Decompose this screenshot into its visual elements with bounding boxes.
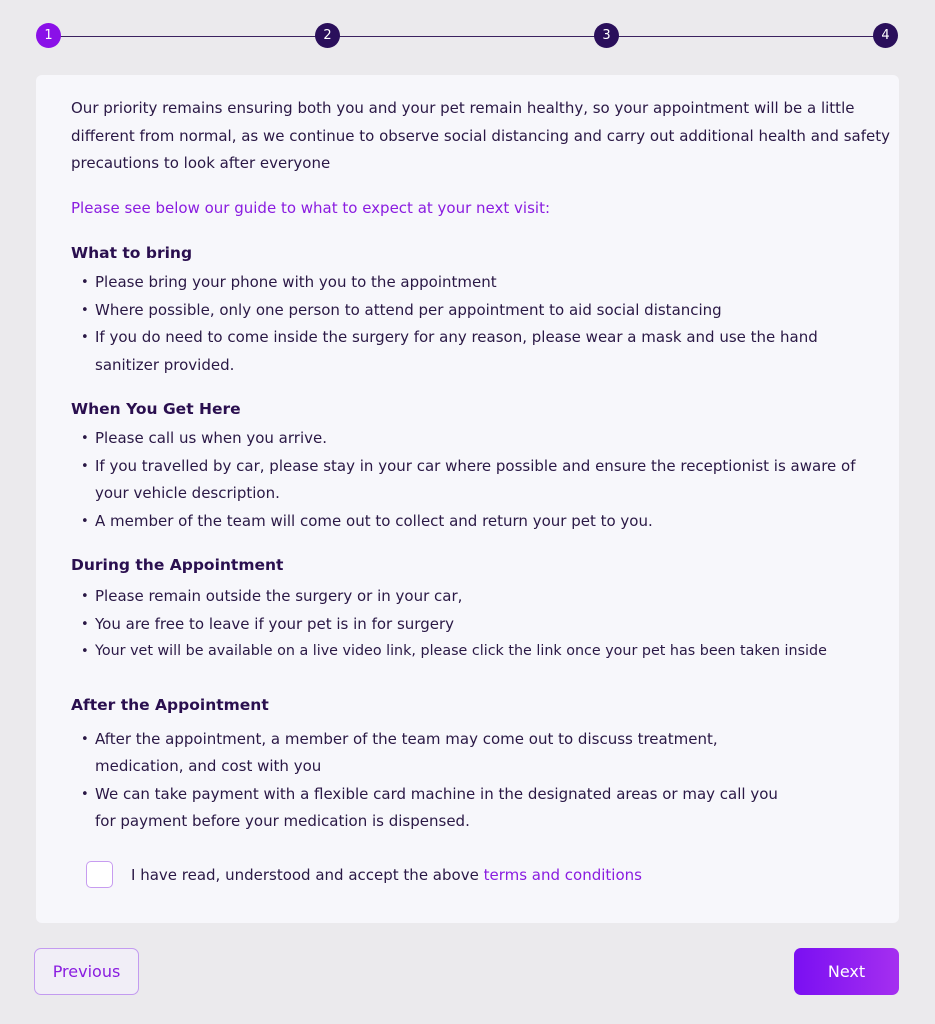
bullet-icon: • — [81, 302, 89, 318]
list-item-text: We can take payment with a flexible card machine in the designated areas or may call you for payment before your medication is dispensed. — [95, 784, 778, 830]
guidelines-content — [71, 95, 891, 836]
bullet-icon: • — [81, 786, 89, 802]
list-item — [71, 297, 891, 325]
bullet-icon: • — [81, 644, 89, 659]
list-item — [71, 638, 891, 666]
list-item-text: Where possible, only one person to attend per appointment to aid social distancing — [95, 300, 722, 319]
list-item-text: Your vet will be available on a live video link, please click the link once your pet has been taken inside — [95, 643, 827, 659]
progress-stepper — [36, 23, 899, 49]
intro-note: Please see below our guide to what to expect at your next visit: — [71, 198, 551, 217]
after-appointment-list — [71, 726, 791, 836]
step-4[interactable]: 4 — [873, 23, 898, 48]
section-title-after-appointment: After the Appointment — [71, 695, 269, 714]
terms-checkbox[interactable] — [86, 861, 113, 888]
list-item-text: Please bring your phone with you to the appointment — [95, 273, 497, 291]
list-item — [71, 324, 891, 379]
list-item-text: If you travelled by car, please stay in your car where possible and ensure the receptionist is aware of your vehicle description. — [95, 456, 856, 502]
list-item — [71, 726, 791, 781]
section-title-during-appointment: During the Appointment — [71, 556, 284, 574]
terms-consent — [86, 861, 642, 888]
bullet-icon: • — [81, 731, 89, 747]
during-appointment-list — [71, 583, 891, 666]
step-1[interactable]: 1 — [36, 23, 61, 48]
list-item — [71, 453, 891, 508]
list-item-text: You are free to leave if your pet is in for surgery — [95, 614, 454, 633]
next-button[interactable]: Next — [794, 948, 899, 995]
bullet-icon: • — [81, 616, 89, 632]
list-item-text: After the appointment, a member of the team may come out to discuss treatment, medication, and cost with you — [95, 729, 718, 775]
guidelines-card — [36, 75, 899, 923]
consent-text: I have read, understood and accept the above — [131, 865, 484, 884]
list-item — [71, 425, 891, 453]
list-item — [71, 611, 891, 639]
when-you-get-here-list — [71, 425, 891, 535]
section-title-what-to-bring: What to bring — [71, 244, 193, 262]
what-to-bring-list — [71, 269, 891, 379]
stepper-line — [48, 36, 887, 37]
step-3[interactable]: 3 — [594, 23, 619, 48]
list-item — [71, 583, 891, 611]
bullet-icon: • — [81, 330, 89, 345]
bullet-icon: • — [81, 431, 89, 446]
intro-text: Our priority remains ensuring both you and your pet remain healthy, so your appointment will be a little different from normal, as we continue to observe social distancing and carry out additional health and safety precautions to look after everyone — [71, 99, 890, 172]
section-title-when-you-get-here: When You Get Here — [71, 400, 241, 418]
previous-button[interactable]: Previous — [34, 948, 139, 995]
step-2[interactable]: 2 — [315, 23, 340, 48]
consent-label — [131, 866, 642, 884]
list-item — [71, 508, 891, 536]
list-item-text: A member of the team will come out to collect and return your pet to you. — [95, 511, 653, 530]
list-item-text: Please remain outside the surgery or in your car, — [95, 587, 463, 605]
terms-link[interactable]: terms and conditions — [483, 865, 642, 884]
list-item — [71, 781, 791, 836]
bullet-icon: • — [81, 589, 89, 604]
list-item-text: Please call us when you arrive. — [95, 429, 327, 447]
list-item-text: If you do need to come inside the surgery for any reason, please wear a mask and use the hand sanitizer provided. — [95, 328, 818, 374]
bullet-icon: • — [81, 458, 89, 474]
list-item — [71, 269, 891, 297]
bullet-icon: • — [81, 513, 89, 529]
bullet-icon: • — [81, 275, 89, 290]
